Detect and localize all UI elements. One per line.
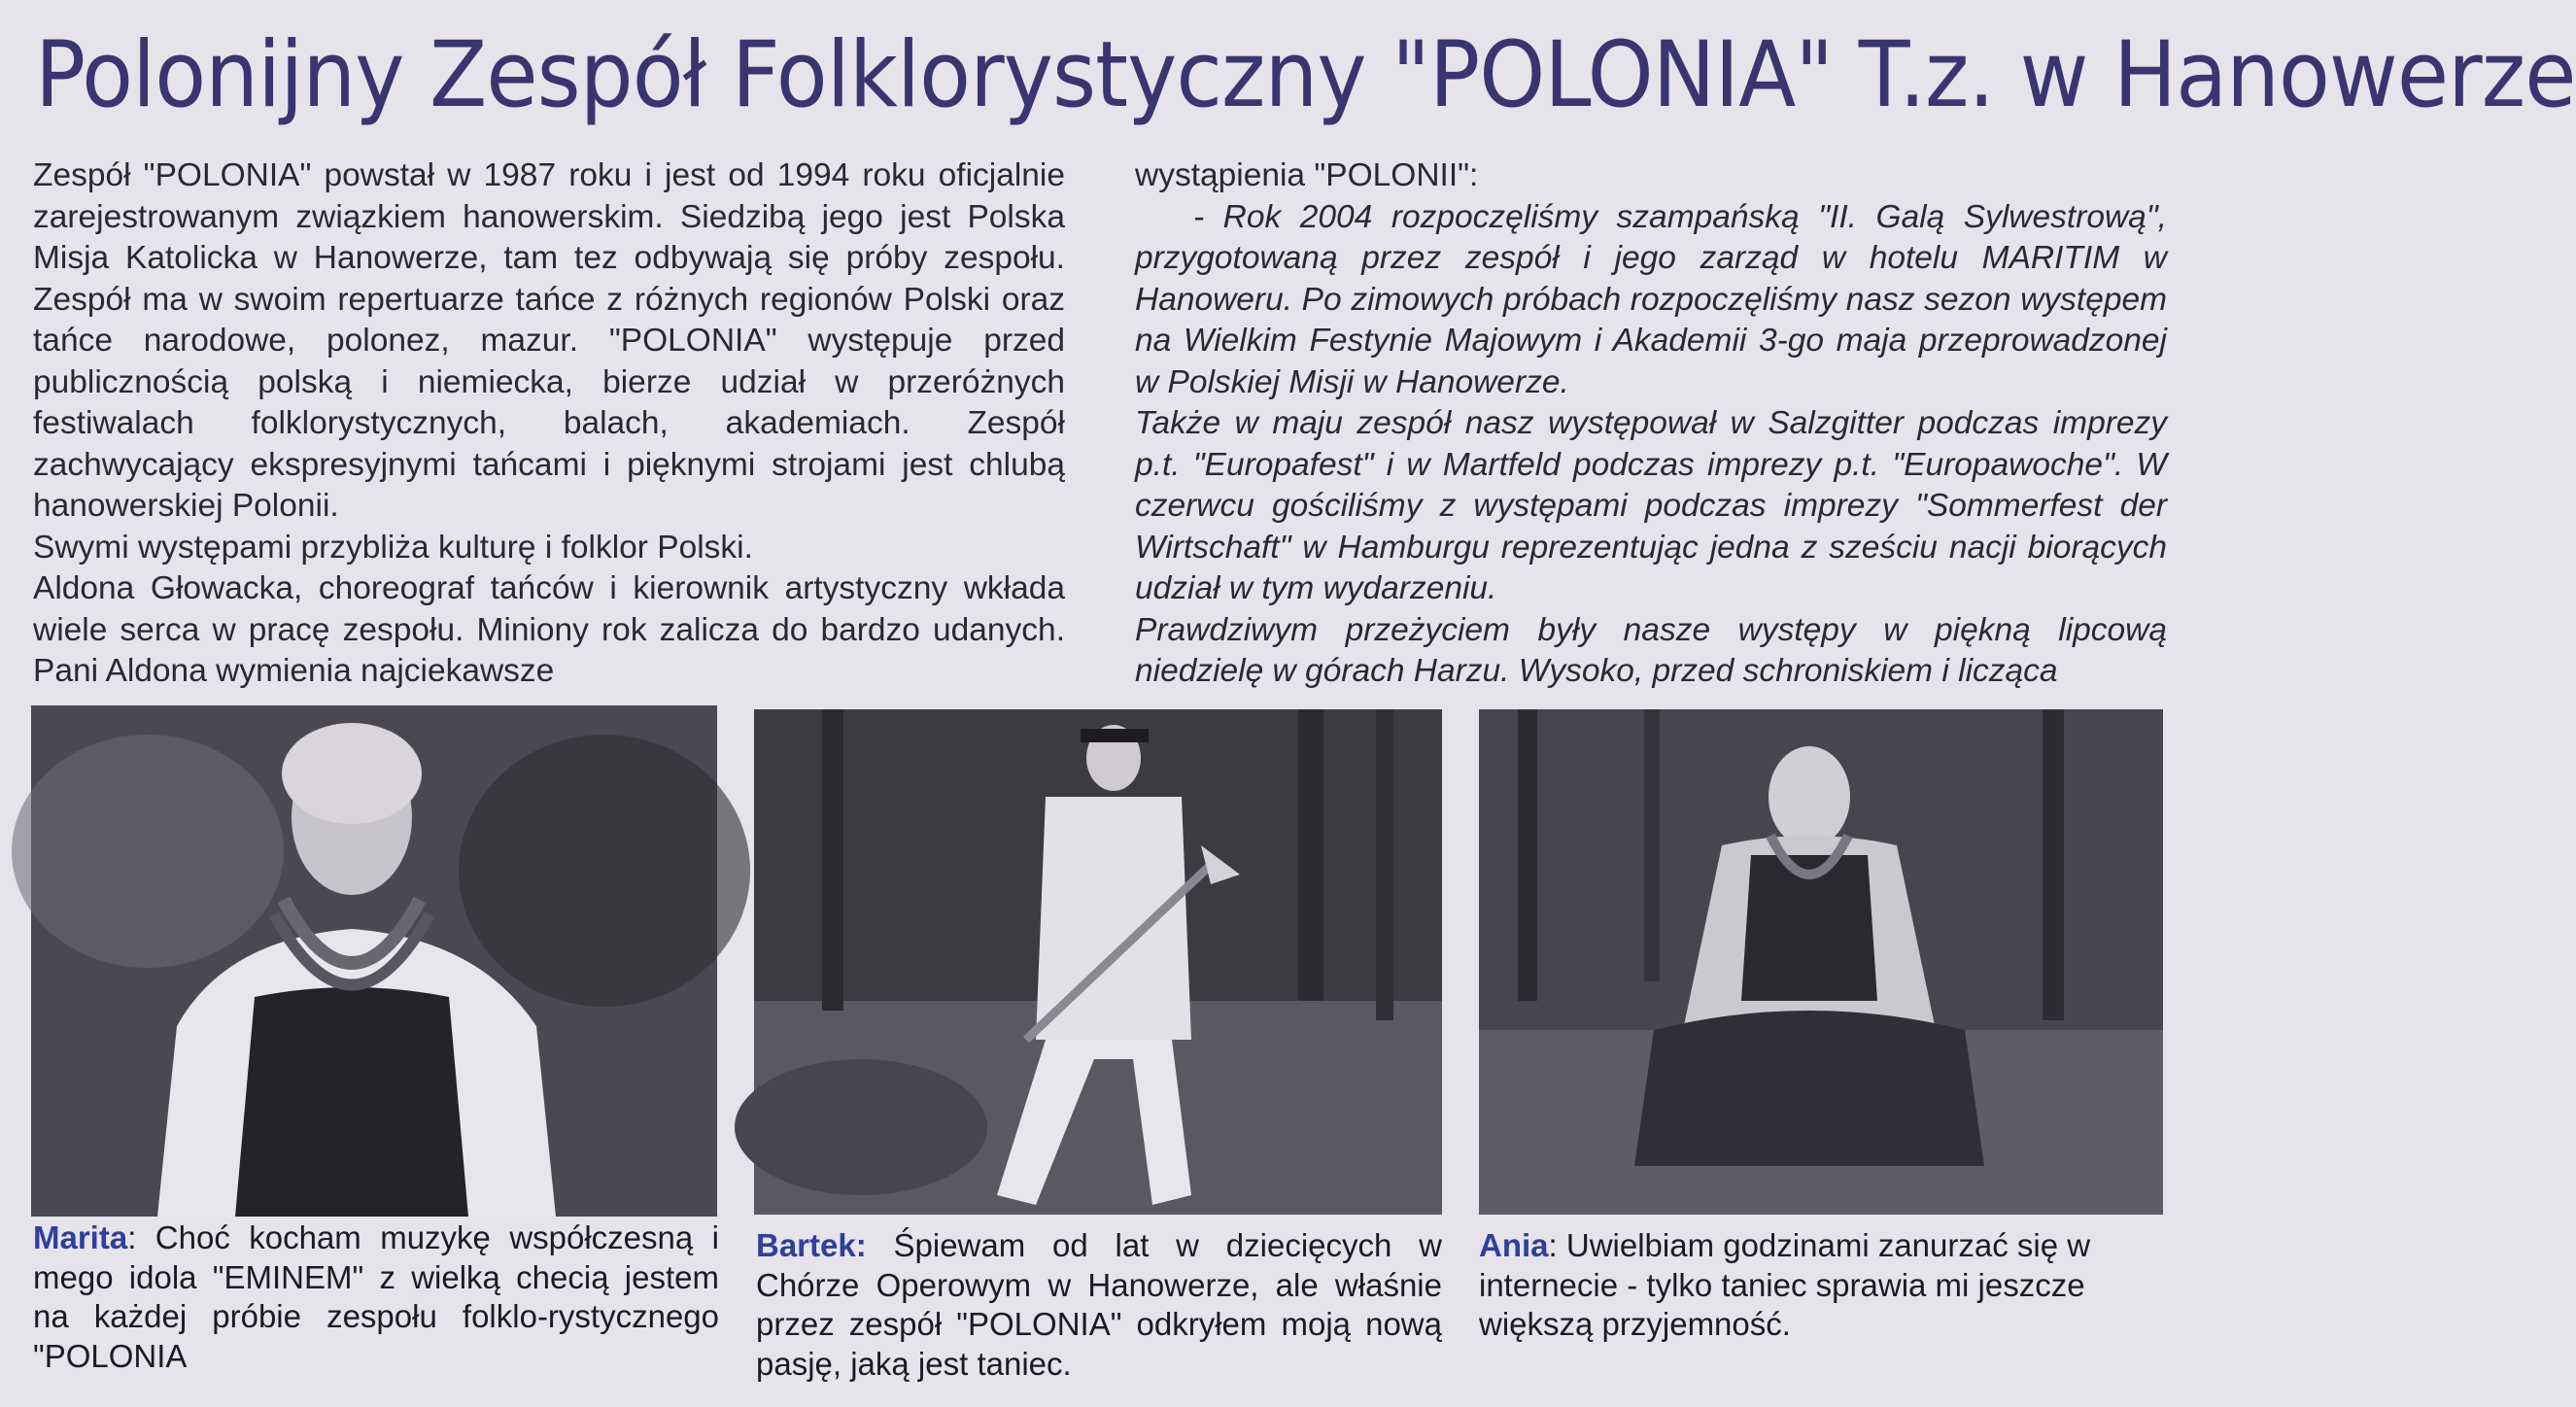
photo-ania-image — [1479, 709, 2163, 1215]
right-lead: wystąpienia "POLONII": — [1135, 157, 1479, 193]
caption-bartek-name: Bartek: — [756, 1227, 867, 1263]
caption-bartek — [756, 1226, 1442, 1384]
left-paragraph-3: Aldona Głowacka, choreograf tańców i kierownik artystyczny wkłada wiele serca w pracę zespołu. Miniony rok zalicza do bardzo udanych. Pani Aldona wymienia najciekawsze — [33, 570, 1065, 689]
left-paragraph-1: Zespół "POLONIA" powstał w 1987 roku i jest od 1994 roku oficjalnie zarejestrowanym związkiem hanowerskim. Siedzibą jego jest Polska Misja Katolicka w Hanowerze, tam tez odbywają się próby zespołu. Zespół ma w swoim repertuarze tańce z różnych regionów Polski oraz tańce narodowe, polonez, mazur. "POLONIA" występuje przed publicznością polską i niemiecka, bierze udział w przeróżnych festiwalach folklorystycznych, balach, akademiach. Zespół zachwycający ekspresyjnymi tańcami i pięknymi strojami jest chlubą hanowerskiej Polonii. — [33, 157, 1065, 524]
photo-bartek-image — [754, 709, 1442, 1215]
photo-marita — [31, 705, 717, 1217]
caption-marita-text: Choć kocham muzykę współczesną i mego idola "EMINEM" z wielką checią jestem na każdej próbie zespołu folklo-rystycznego "POLONIA — [33, 1219, 719, 1374]
caption-ania — [1479, 1226, 2165, 1345]
right-paragraph-1: - Rok 2004 rozpoczęliśmy szampańską "II. Galą Sylwestrową", przygotowaną przez zespół i jego zarząd w hotelu MARITIM w Hanoweru. Po zimowych próbach rozpoczęliśmy nasz sezon występem na Wielkim Festynie Majowym i Akademii 3-go maja przeprowadzonej w Polskiej Misji w Hanowerze. — [1135, 198, 2167, 400]
caption-bartek-text: Śpiewam od lat w dziecięcych w Chórze Operowym w Hanowerze, ale właśnie przez zespół "POLONIA" odkryłem moją nową pasję, jaką jest taniec. — [756, 1227, 1442, 1382]
right-column — [1135, 155, 2167, 693]
caption-marita — [33, 1218, 719, 1376]
left-paragraph-2: Swymi występami przybliża kulturę i folklor Polski. — [33, 529, 753, 566]
caption-marita-sep: : — [127, 1219, 137, 1255]
left-column — [33, 155, 1065, 693]
caption-ania-text: Uwielbiam godzinami zanurzać się w internecie - tylko taniec sprawia mi jeszcze większą przyjemność. — [1479, 1227, 2091, 1342]
right-paragraph-3: Prawdziwym przeżyciem były nasze występy w piękną lipcową niedzielę w górach Harzu. Wysoko, przed schroniskiem i licząca — [1135, 611, 2167, 689]
photo-marita-image — [31, 705, 717, 1217]
photo-bartek — [754, 709, 1442, 1215]
photo-ania — [1479, 709, 2163, 1215]
caption-ania-name: Ania — [1479, 1227, 1549, 1263]
right-paragraph-2: Także w maju zespół nasz występował w Salzgitter podczas imprezy p.t. "Europafest" i w Martfeld podczas imprezy p.t. "Europawoche". W czerwcu gościliśmy z występami podczas imprezy "Sommerfest der Wirtschaft" w Hamburgu reprezentując jedna z sześciu nacji biorących udział w tym wydarzeniu. — [1135, 405, 2167, 606]
page-title: Polonijny Zespół Folklorystyczny "POLONIA" T.z. w Hanowerze — [35, 22, 2576, 128]
caption-marita-name: Marita — [33, 1219, 128, 1255]
caption-ania-sep: : — [1548, 1227, 1558, 1263]
